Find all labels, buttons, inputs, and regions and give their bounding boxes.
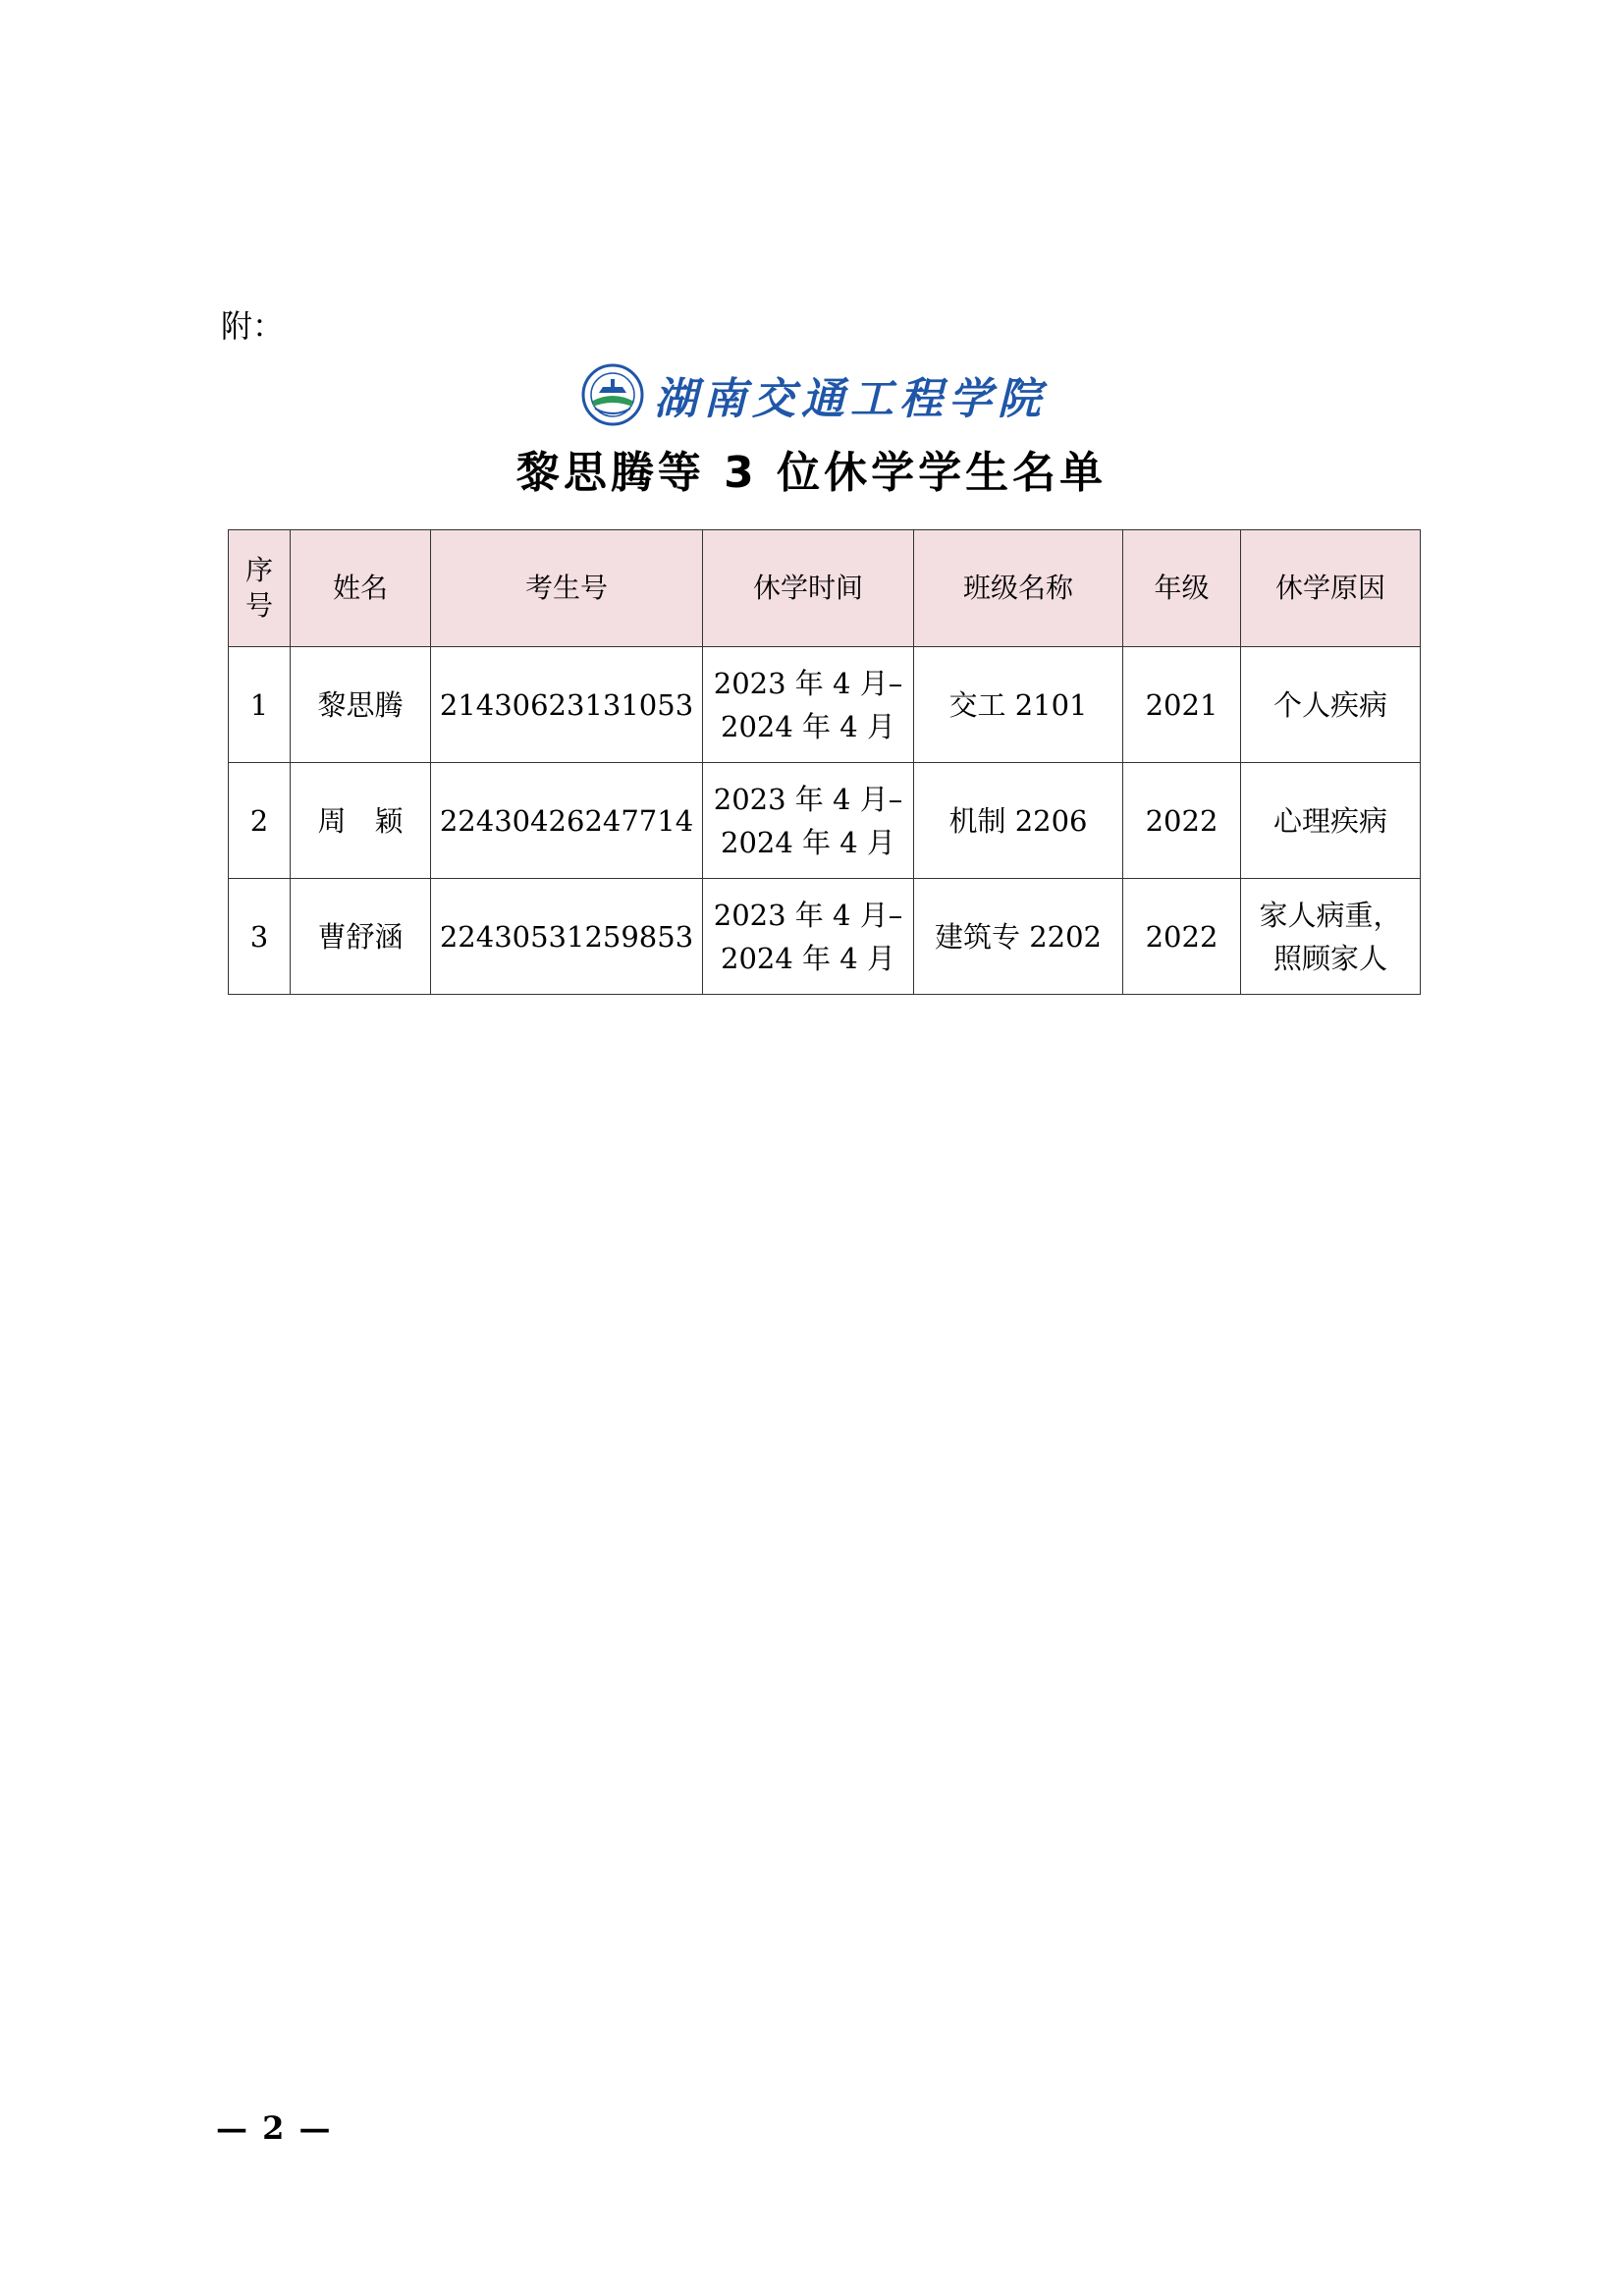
college-logo [581, 363, 1047, 426]
cell-index: 2 [229, 763, 291, 879]
header-index: 序号 [229, 530, 291, 647]
table-header-row [229, 530, 1421, 647]
header-name: 姓名 [291, 530, 431, 647]
cell-grade: 2022 [1123, 879, 1241, 995]
cell-name: 周 颖 [291, 763, 431, 879]
attachment-label: 附： [221, 307, 285, 345]
cell-suspension-period: 2023 年 4 月– 2024 年 4 月 [703, 879, 914, 995]
header-grade: 年级 [1123, 530, 1241, 647]
document-title: 黎思腾等 3 位休学学生名单 [515, 448, 1108, 498]
table-row [229, 879, 1421, 995]
header-suspension-period: 休学时间 [703, 530, 914, 647]
cell-suspension-period: 2023 年 4 月– 2024 年 4 月 [703, 763, 914, 879]
cell-class-name: 交工 2101 [914, 647, 1123, 763]
table-row [229, 763, 1421, 879]
table-row [229, 647, 1421, 763]
header-reason: 休学原因 [1241, 530, 1421, 647]
header-class-name: 班级名称 [914, 530, 1123, 647]
cell-suspension-period: 2023 年 4 月– 2024 年 4 月 [703, 647, 914, 763]
college-name: 湖南交通工程学院 [654, 374, 1047, 424]
cell-name: 曹舒涵 [291, 879, 431, 995]
cell-reason: 个人疾病 [1241, 647, 1421, 763]
cell-name: 黎思腾 [291, 647, 431, 763]
college-seal-icon [581, 363, 644, 426]
cell-class-name: 机制 2206 [914, 763, 1123, 879]
cell-reason: 家人病重， 照顾家人 [1241, 879, 1421, 995]
cell-grade: 2022 [1123, 763, 1241, 879]
suspension-roster-table [228, 529, 1421, 995]
cell-exam-id: 22430426247714 [431, 763, 703, 879]
page-number: — 2 — [216, 2109, 333, 2147]
cell-class-name: 建筑专 2202 [914, 879, 1123, 995]
header-exam-id: 考生号 [431, 530, 703, 647]
cell-index: 1 [229, 647, 291, 763]
cell-index: 3 [229, 879, 291, 995]
cell-grade: 2021 [1123, 647, 1241, 763]
cell-exam-id: 22430531259853 [431, 879, 703, 995]
cell-reason: 心理疾病 [1241, 763, 1421, 879]
cell-exam-id: 21430623131053 [431, 647, 703, 763]
